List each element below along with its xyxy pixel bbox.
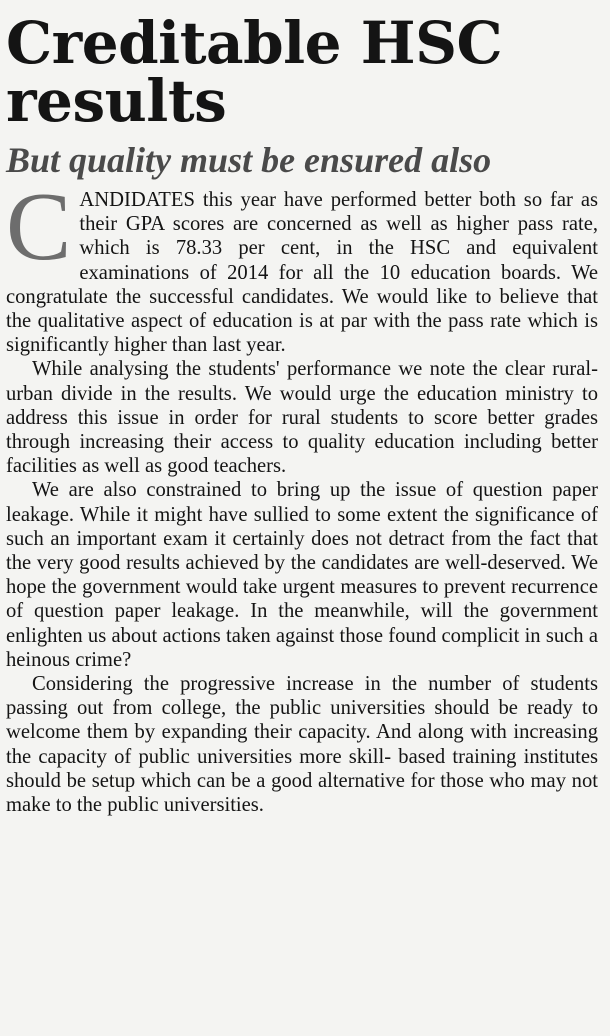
headline: Creditable HSC results <box>6 9 503 135</box>
subheadline: But quality must be ensured also <box>6 140 492 180</box>
paragraph-1-text: ANDIDATES this year have performed better both so far as their GPA scores are concerned as well as higher pass rate, which is 78.33 per cent, in the HSC and equivalent examinations of 2014 for all the 10 education boards. We congratulate the successful candidates. We would like to believe that the qualitative aspect of education is at par with the pass rate which is significantly higher than last year. <box>6 189 598 357</box>
drop-cap: C <box>6 173 72 281</box>
paragraph-1 <box>6 173 598 357</box>
paragraph-2: While analysing the students' performance we note the clear rural-urban divide in the results. We would urge the education ministry to address this issue in order for rural students to score better grades through increasing their access to quality education including better facilities as well as good teachers. <box>6 358 598 478</box>
paragraph-4: Considering the progressive increase in the number of students passing out from college, the public universities should be ready to welcome them by expanding their capacity. And along with increasing the capacity of public universities more skill- based training institutes should be setup which can be a good alternative for those who may not make to the public universities. <box>6 673 598 817</box>
paragraph-3: We are also constrained to bring up the issue of question paper leakage. While it might have sullied to some extent the significance of such an important exam it certainly does not detract from the fact that the very good results achieved by the candidates are well-deserved. We hope the government would take urgent measures to prevent recurrence of question paper leakage. In the meanwhile, will the government enlighten us about actions taken against those found complicit in such a heinous crime? <box>6 479 598 671</box>
article-body <box>6 173 598 817</box>
